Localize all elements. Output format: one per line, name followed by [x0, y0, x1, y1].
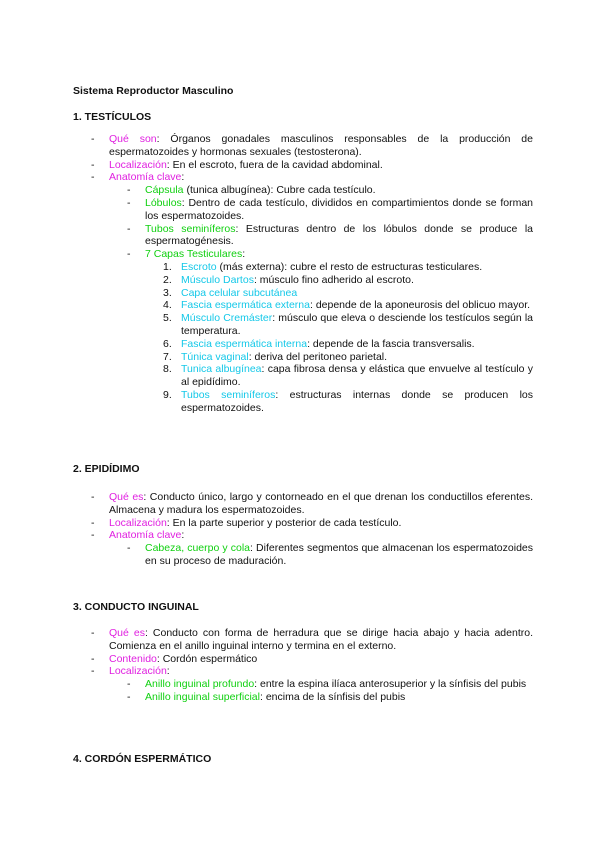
- term-text: : Cordón espermático: [156, 652, 258, 665]
- term-text: : Dentro de cada testículo, divididos en compartimientos donde se forman los espermatozoides.: [145, 196, 533, 222]
- numbered-item: [145, 351, 533, 364]
- term-text: : músculo que eleva o desciende los testículos según la temperatura.: [181, 312, 533, 337]
- item-number: 9.: [163, 388, 172, 401]
- sublist: [109, 678, 533, 704]
- term-text: : Diferentes segmentos que almacenan los espermatozoides en su proceso de maduración.: [145, 542, 533, 567]
- term-text: : estructuras internas donde se producen los espermatozoides.: [181, 388, 533, 414]
- term-text: : Estructuras dentro de los lóbulos donde se produce la espermatogénesis.: [145, 222, 533, 248]
- term-label: Cabeza, cuerpo y cola: [145, 542, 251, 555]
- term-text: : músculo fino adherido al escroto.: [253, 273, 414, 286]
- section-heading: 3. CONDUCTO INGUINAL: [73, 601, 199, 613]
- term-label: Lóbulos: [145, 196, 182, 209]
- list-item: [73, 171, 533, 414]
- section-heading: 2. EPIDÍDIMO: [73, 463, 140, 475]
- term-label: Contenido: [109, 652, 157, 665]
- term-text: :: [166, 665, 170, 678]
- numbered-item: [145, 312, 533, 338]
- term-label: Localización: [109, 516, 167, 529]
- item-number: 4.: [163, 299, 172, 312]
- term-label: Anillo inguinal superficial: [145, 690, 260, 703]
- term-label: 7 Capas Testiculares: [145, 248, 243, 261]
- item-number: 8.: [163, 363, 172, 376]
- term-label: Capa celular subcutánea: [181, 286, 298, 299]
- section-list: [73, 133, 533, 415]
- term-text: : Órganos gonadales masculinos responsables de la producción de espermatozoides y hormonas sexuales (testosterona).: [109, 133, 533, 158]
- list-item: [73, 529, 533, 567]
- term-text: : entre la espina ilíaca anterosuperior y la sínfisis del pubis: [254, 678, 527, 691]
- term-text: : En la parte superior y posterior de cada testículo.: [166, 516, 402, 529]
- term-label: Anatomía clave: [109, 529, 182, 542]
- term-text: : deriva del peritoneo parietal.: [248, 350, 388, 363]
- list-item: [73, 653, 533, 666]
- item-number: 2.: [163, 273, 172, 286]
- section-cordon-espermatico: [73, 753, 533, 765]
- sublist-item: [109, 678, 533, 691]
- document-title: Sistema Reproductor Masculino: [73, 85, 234, 97]
- section-epididimo: [73, 463, 533, 568]
- term-text: :: [242, 248, 246, 261]
- term-text: : Conducto con forma de herradura que se dirige hacia abajo y hacia adentro. Comienza en el anillo inguinal interno y termina en el externo.: [109, 627, 534, 652]
- section-list: [73, 491, 533, 568]
- term-label: Fascia espermática externa: [181, 299, 310, 312]
- sublist: [109, 542, 533, 568]
- term-label: Tubos seminíferos: [145, 222, 236, 235]
- sublist-item: [109, 223, 533, 249]
- item-number: 5.: [163, 312, 172, 325]
- item-number: 3.: [163, 286, 172, 299]
- list-item: [73, 627, 533, 653]
- sublist: [109, 184, 533, 414]
- term-label: Tubos seminíferos: [181, 388, 276, 401]
- term-label: Anatomía clave: [109, 171, 182, 184]
- term-text: :: [181, 171, 185, 184]
- numbered-item: [145, 287, 533, 300]
- term-label: Músculo Dartos: [181, 273, 254, 286]
- list-item: [73, 665, 533, 703]
- term-label: Tunica albugínea: [181, 363, 262, 376]
- list-item: [73, 159, 533, 172]
- numbered-item: [145, 274, 533, 287]
- term-label: Escroto: [181, 260, 217, 273]
- term-label: Músculo Cremáster: [181, 312, 273, 325]
- term-label: Qué es: [109, 627, 145, 639]
- term-label: Fascia espermática interna: [181, 337, 308, 350]
- item-number: 6.: [163, 337, 172, 350]
- term-label: Cápsula: [145, 184, 184, 197]
- sublist-item: [109, 542, 533, 568]
- term-text: :: [181, 529, 185, 542]
- term-text: : En el escroto, fuera de la cavidad abdominal.: [166, 158, 383, 171]
- term-text: (tunica albugínea): Cubre cada testículo.: [183, 184, 376, 197]
- sublist-item: [109, 691, 533, 704]
- section-conducto-inguinal: [73, 601, 533, 704]
- list-item: [73, 133, 533, 159]
- term-text: : Conducto único, largo y contorneado en el que drenan los conductillos eferentes. Almacena y madura los espermatozoides.: [109, 491, 534, 516]
- capas-list: [145, 261, 533, 415]
- section-heading: 4. CORDÓN ESPERMÁTICO: [73, 753, 212, 765]
- numbered-item: [145, 338, 533, 351]
- list-item: [73, 491, 533, 517]
- term-text: : capa fibrosa densa y elástica que envuelve al testículo y al epidídimo.: [181, 363, 533, 389]
- term-label: Localización: [109, 158, 167, 171]
- sublist-item: [109, 197, 533, 223]
- sublist-item: [109, 248, 533, 414]
- section-heading: 1. TESTÍCULOS: [73, 111, 152, 123]
- term-label: Qué es: [109, 491, 144, 503]
- section-list: [73, 627, 533, 704]
- term-text: : depende de la fascia transversalis.: [307, 337, 475, 350]
- term-label: Localización: [109, 665, 167, 678]
- section-testiculos: [73, 111, 533, 415]
- term-label: Qué son: [109, 133, 157, 145]
- term-label: Anillo inguinal profundo: [145, 678, 255, 691]
- list-item: [73, 517, 533, 530]
- item-number: 1.: [163, 260, 172, 273]
- term-text: (más externa): cubre el resto de estructuras testiculares.: [216, 260, 483, 273]
- term-label: Túnica vaginal: [181, 350, 249, 363]
- item-number: 7.: [163, 350, 172, 363]
- sublist-item: [109, 184, 533, 197]
- term-text: : encima de la sínfisis del pubis: [259, 690, 406, 703]
- numbered-item: [145, 261, 533, 274]
- numbered-item: [145, 363, 533, 389]
- numbered-item: [145, 389, 533, 415]
- numbered-item: [145, 299, 533, 312]
- term-text: : depende de la aponeurosis del oblicuo mayor.: [309, 299, 531, 312]
